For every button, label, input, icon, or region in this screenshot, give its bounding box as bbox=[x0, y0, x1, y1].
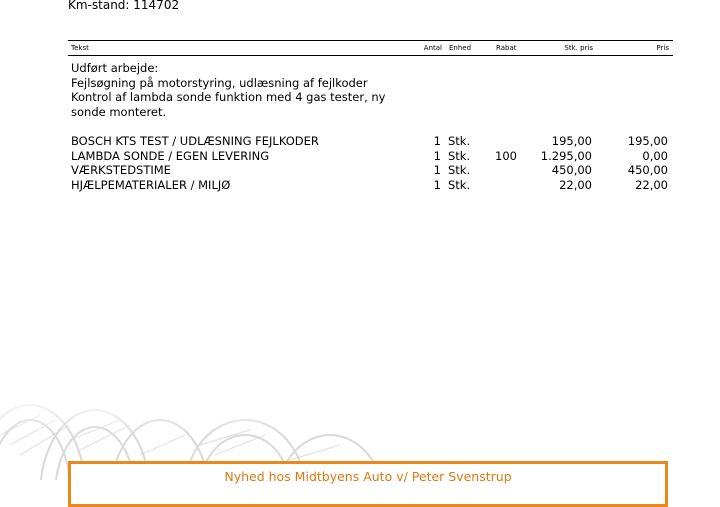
col-pris: Pris bbox=[656, 44, 669, 52]
table-header bbox=[68, 40, 673, 56]
col-tekst: Tekst bbox=[71, 44, 89, 52]
cell-antal: 1 bbox=[433, 163, 441, 177]
description-line: Udført arbejde: bbox=[71, 61, 159, 75]
cell-antal: 1 bbox=[433, 134, 441, 148]
col-rabat: Rabat bbox=[496, 44, 517, 52]
cell-enhed: Stk. bbox=[448, 177, 471, 192]
cell-tekst: LAMBDA SONDE / EGEN LEVERING bbox=[71, 148, 270, 163]
cell-pris: 22,00 bbox=[635, 177, 668, 192]
cell-stk-pris: 195,00 bbox=[551, 134, 592, 148]
cell-enhed: Stk. bbox=[448, 163, 471, 177]
table-row bbox=[0, 163, 720, 178]
table-row bbox=[0, 134, 720, 149]
description-line: sonde monteret. bbox=[71, 104, 167, 119]
description-line: Fejlsøgning på motorstyring, udlæsning af fejlkoder bbox=[71, 75, 368, 90]
col-stk-pris: Stk. pris bbox=[564, 44, 593, 52]
cell-pris: 195,00 bbox=[627, 134, 668, 148]
cell-stk-pris: 450,00 bbox=[551, 163, 592, 177]
cell-enhed: Stk. bbox=[448, 148, 471, 163]
table-row bbox=[0, 178, 720, 193]
cell-antal: 1 bbox=[433, 148, 441, 163]
cell-pris: 0,00 bbox=[642, 148, 668, 163]
promo-banner bbox=[68, 461, 668, 507]
cell-stk-pris: 22,00 bbox=[559, 177, 592, 192]
col-antal: Antal bbox=[423, 44, 442, 52]
cell-rabat: 100 bbox=[495, 148, 517, 163]
banner-text: Nyhed hos Midtbyens Auto v/ Peter Svenstrup bbox=[224, 469, 512, 484]
cell-tekst: BOSCH KTS TEST / UDLÆSNING FEJLKODER bbox=[71, 134, 319, 148]
line-items bbox=[0, 134, 720, 192]
cell-antal: 1 bbox=[433, 177, 441, 192]
table-row bbox=[0, 149, 720, 164]
cell-tekst: VÆRKSTEDSTIME bbox=[71, 163, 171, 177]
cell-pris: 450,00 bbox=[627, 163, 668, 177]
description-line: Kontrol af lambda sonde funktion med 4 gas tester, ny bbox=[71, 90, 386, 105]
cell-stk-pris: 1.295,00 bbox=[540, 148, 592, 163]
work-description bbox=[71, 61, 385, 119]
cell-tekst: HJÆLPEMATERIALER / MILJØ bbox=[71, 177, 231, 192]
km-stand: Km-stand: 114702 bbox=[68, 0, 180, 12]
cell-enhed: Stk. bbox=[448, 134, 471, 148]
col-enhed: Enhed bbox=[449, 44, 472, 52]
